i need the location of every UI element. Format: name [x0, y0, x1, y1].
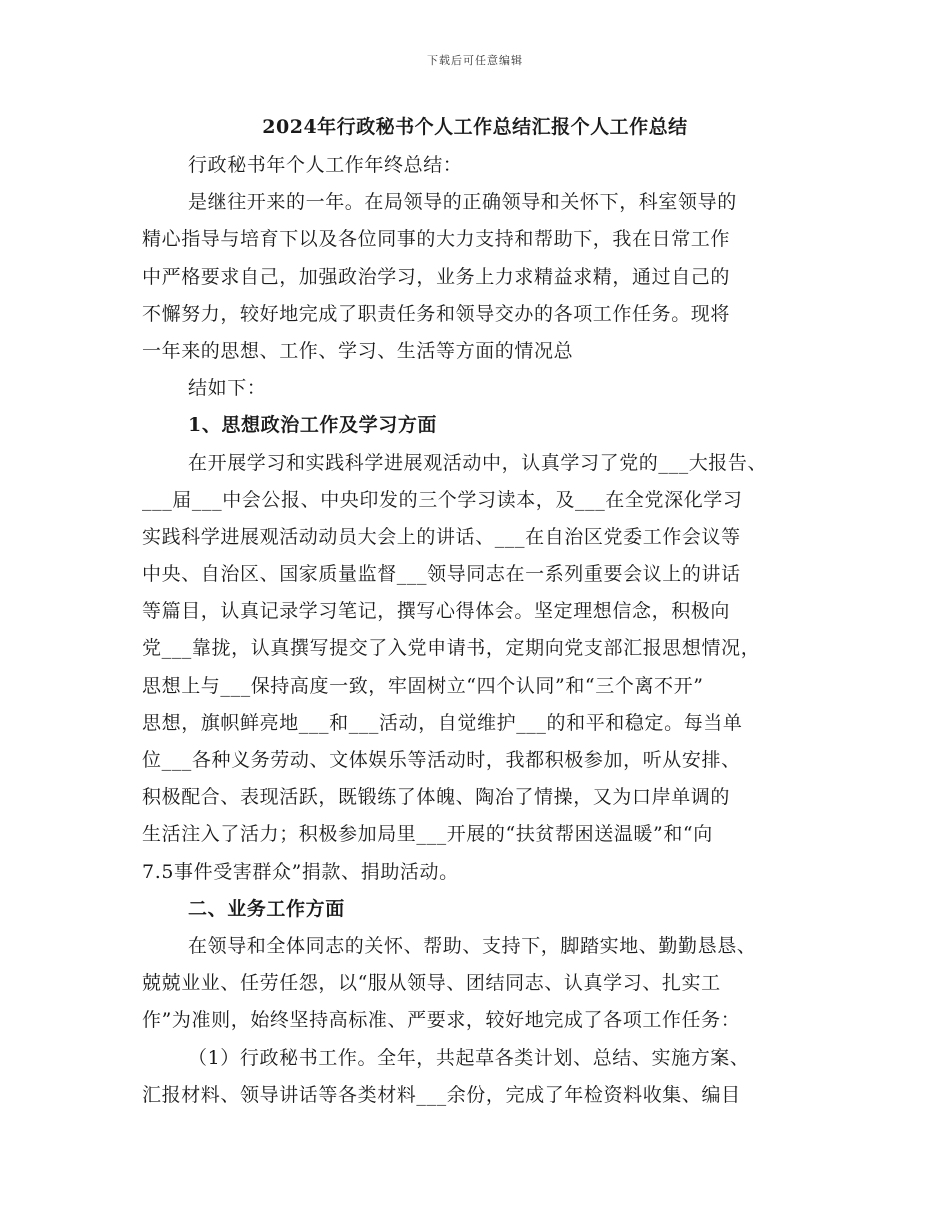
- text-line: 行政秘书年个人工作年终总结：: [188, 154, 463, 176]
- document-body: [142, 147, 812, 1114]
- text-line: 思想上与___保持高度一致，牢固树立“四个认同”和“三个离不开”: [142, 674, 704, 697]
- text-line: 汇报材料、领导讲话等各类材料___余份，完成了年检资料收集、编目: [142, 1083, 741, 1106]
- text-line: 生活注入了活力；积极参加局里___开展的“扶贫帮困送温暖”和“向: [142, 823, 713, 846]
- text-line: 位___各种义务劳动、文体娱乐等活动时，我都积极参加，听从安排、: [142, 749, 741, 771]
- text-line: ___届___中会公报、中央印发的三个学习读本，及___在全党深化学习: [142, 488, 743, 511]
- text-line: 兢兢业业、任劳任怨，以“服从领导、团结同志、认真学习、扎实工: [142, 972, 721, 995]
- text-line: 思想，旗帜鲜亮地___和___活动，自觉维护___的和平和稳定。每当单: [142, 711, 743, 734]
- text-line: 结如下：: [188, 377, 267, 400]
- section-heading: 1、思想政治工作及学习方面: [188, 414, 438, 437]
- text-line: 一年来的思想、工作、学习、生活等方面的情况总: [142, 339, 574, 362]
- text-line: 等篇目，认真记录学习笔记，撰写心得体会。坚定理想信念，积极向: [142, 600, 731, 623]
- text-line: 不懈努力，较好地完成了职责任务和领导交办的各项工作任务。现将: [142, 302, 731, 325]
- text-line: 精心指导与培育下以及各位同事的大力支持和帮助下，我在日常工作: [142, 228, 731, 251]
- text-line: 是继往开来的一年。在局领导的正确领导和关怀下，科室领导的: [188, 191, 737, 214]
- text-line: 中央、自治区、国家质量监督___领导同志在一系列重要会议上的讲话: [142, 563, 741, 586]
- text-line: 作”为准则，始终坚持高标准、严要求，较好地完成了各项工作任务：: [142, 1009, 741, 1032]
- text-line: 实践科学进展观活动动员大会上的讲话、___在自治区党委工作会议等: [142, 525, 741, 548]
- page-header: 下载后可任意编辑: [427, 54, 523, 67]
- document-title: 2024年行政秘书个人工作总结汇报个人工作总结: [262, 116, 688, 138]
- text-line: 党___靠拢，认真撰写提交了入党申请书，定期向党支部汇报思想情况，: [142, 637, 761, 660]
- text-line: 中严格要求自己，加强政治学习，业务上力求精益求精，通过自己的: [142, 265, 731, 288]
- text-line: 在开展学习和实践科学进展观活动中，认真学习了党的___大报告、: [188, 451, 768, 474]
- text-line: 在领导和全体同志的关怀、帮助、支持下，脚踏实地、勤勤恳恳、: [188, 934, 757, 957]
- text-line: 7.5事件受害群众”捐款、捐助活动。: [142, 860, 459, 883]
- text-line: 积极配合、表现活跃，既锻练了体魄、陶冶了情操，又为口岸单调的: [142, 786, 731, 809]
- section-heading: 二、业务工作方面: [188, 897, 345, 920]
- text-line: （1）行政秘书工作。全年，共起草各类计划、总结、实施方案、: [188, 1046, 750, 1069]
